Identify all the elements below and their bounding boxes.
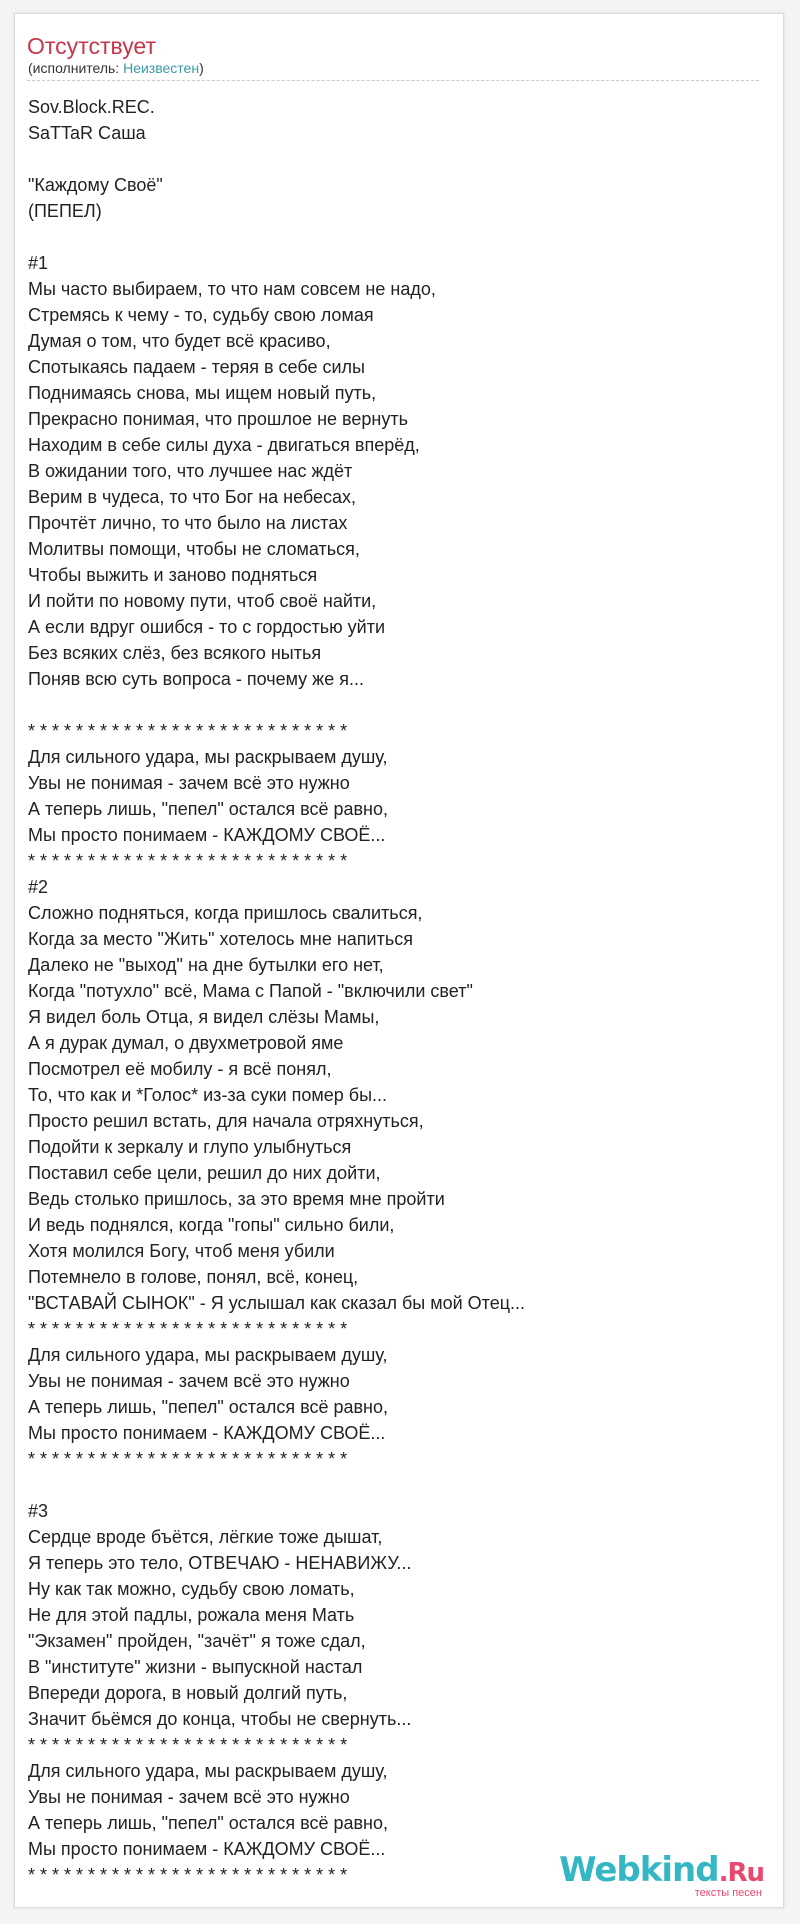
logo-tld: .Ru — [718, 1858, 764, 1888]
header-divider — [27, 80, 759, 81]
song-title: Отсутствует — [27, 33, 156, 59]
artist-line — [28, 59, 204, 77]
logo-main: Webkind — [559, 1850, 719, 1890]
artist-link[interactable]: Неизвестен — [123, 60, 200, 76]
lyrics-text: Sov.Block.REC. SaTTaR Саша "Каждому Своё" (ПЕПЕЛ) #1 Мы часто выбираем, то что нам совсем не надо, Стремясь к чему - то, судьбу свою ломая Думая о том, что будет всё красиво, Спотыкаясь падаем - теряя в себе силы Поднимаясь снова, мы ищем новый путь, Прекрасно понимая, что прошлое не вернуть Находим в себе силы духа - двигаться вперёд, В ожидании того, что лучшее нас ждёт Верим в чудеса, то что Бог на небесах, Прочтёт лично, то что было на листах Молитвы помощи, чтобы не сломаться, Чтобы выжить и заново подняться И пойти по новому пути, чтоб своё найти, А если вдруг ошибся - то с гордостью уйти Без всяких слёз, без всякого нытья Поняв всю суть вопроса - почему же я... * * * * * * * * * * * * * * * * * * * * * * * * * * * Для сильного удара, мы раскрываем душу, Увы не понимая - зачем всё это нужно А теперь лишь, "пепел" остался всё равно, Мы просто понимаем - КАЖДОМУ СВОЁ... * * * * * * * * * * * * * * * * * * * * * * * * * * * #2 Сложно подняться, когда пришлось свалиться, Когда за место "Жить" хотелось мне напиться Далеко не "выход" на дне бутылки его нет, Когда "потухло" всё, Мама с Папой - "включили свет" Я видел боль Отца, я видел слёзы Мамы, А я дурак думал, о двухметровой яме Посмотрел её мобилу - я всё понял, То, что как и *Голос* из-за суки помер бы... Просто решил встать, для начала отряхнуться, Подойти к зеркалу и глупо улыбнуться Поставил себе цели, решил до них дойти, Ведь столько пришлось, за это время мне пройти И ведь поднялся, когда "гопы" сильно били, Хотя молился Богу, чтоб меня убили Потемнело в голове, понял, всё, конец, "ВСТАВАЙ СЫНОК" - Я услышал как сказал бы мой Отец... * * * * * * * * * * * * * * * * * * * * * * * * * * * Для сильного удара, мы раскрываем душу, Увы не понимая - зачем всё это нужно А теперь лишь, "пепел" остался всё равно, Мы просто понимаем - КАЖДОМУ СВОЁ... * * * * * * * * * * * * * * * * * * * * * * * * * * * #3 Сердце вроде бъётся, лёгкие тоже дышат, Я теперь это тело, ОТВЕЧАЮ - НЕНАВИЖУ... Ну как так можно, судьбу свою ломать, Не для этой падлы, рожала меня Мать "Экзамен" пройден, "зачёт" я тоже сдал, В "институте" жизни - выпускной настал Впереди дорога, в новый долгий путь, Значит бьёмся до конца, чтобы не свернуть... * * * * * * * * * * * * * * * * * * * * * * * * * * * Для сильного удара, мы раскрываем душу, Увы не понимая - зачем всё это нужно А теперь лишь, "пепел" остался всё равно, Мы просто понимаем - КАЖДОМУ СВОЁ... * * * * * * * * * * * * * * * * * * * * * * * * * * * — [28, 97, 526, 1885]
logo-tagline: тексты песен — [694, 1887, 762, 1899]
artist-suffix: ) — [199, 60, 204, 76]
site-watermark — [559, 1850, 764, 1899]
site-logo — [559, 1850, 764, 1890]
artist-prefix: (исполнитель: — [28, 60, 124, 76]
